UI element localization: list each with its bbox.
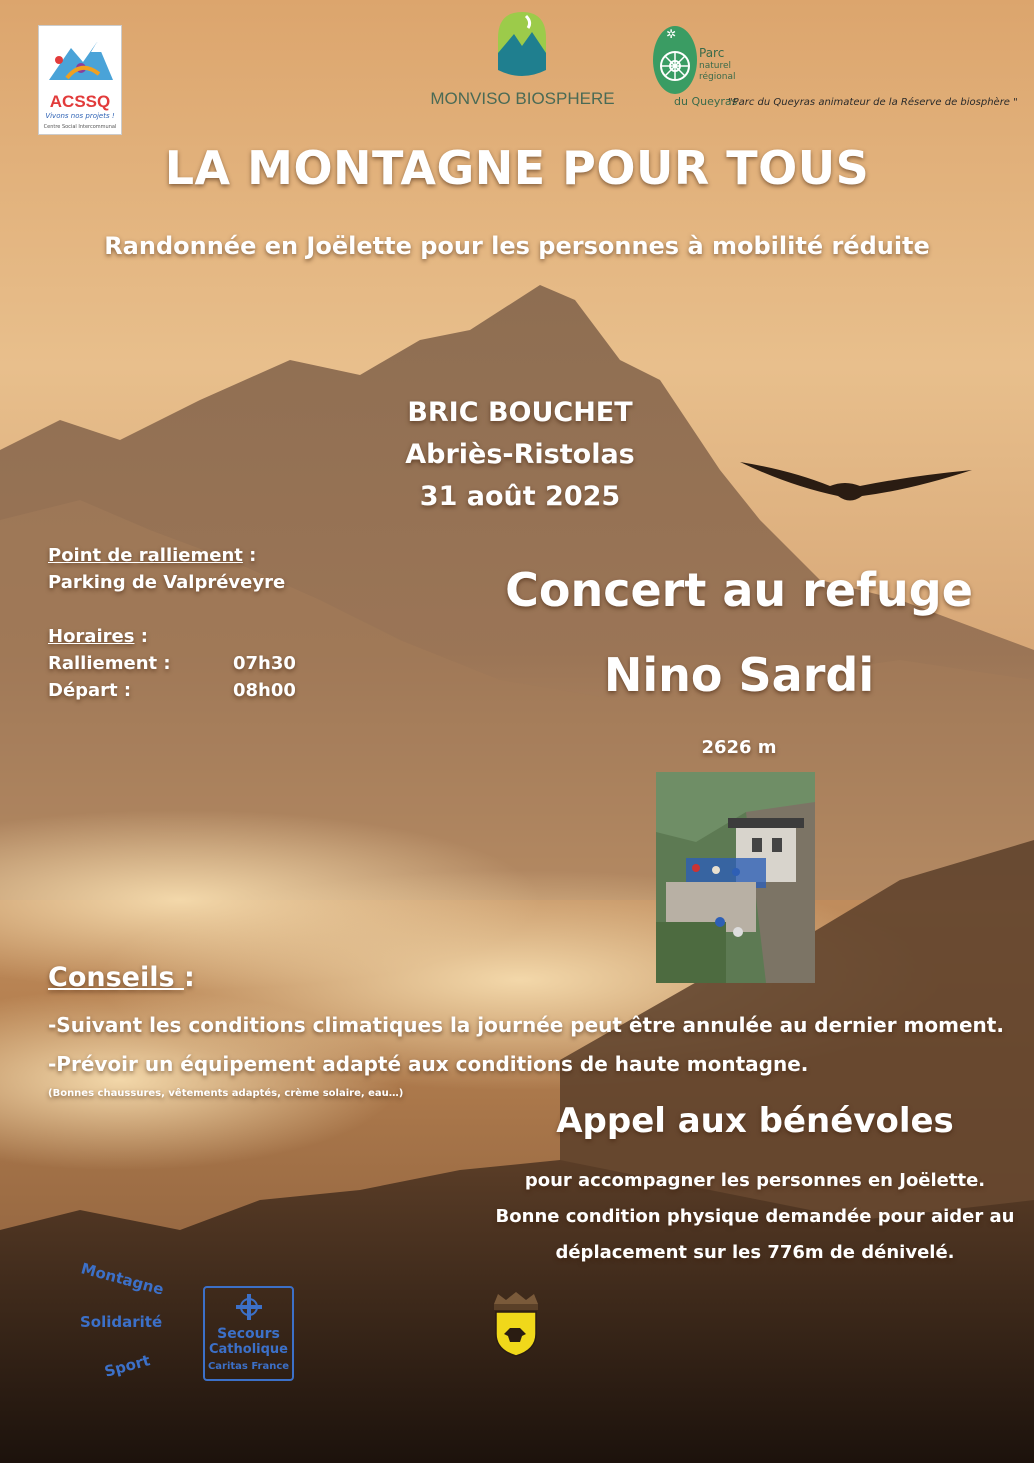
advice-title: Conseils <box>48 962 184 993</box>
hours-heading <box>48 626 148 647</box>
meeting-point-colon: : <box>242 545 257 566</box>
town-crest-icon <box>490 1290 542 1358</box>
concert-artist: Nino Sardi <box>603 648 875 702</box>
volunteers-title: Appel aux bénévoles <box>556 1101 954 1141</box>
parc-queyras-flower-icon <box>652 16 698 96</box>
monviso-biosphere-icon <box>492 8 550 78</box>
acssq-tagline: Vivons nos projets ! <box>45 112 115 120</box>
montagne-logo-bottom: Sport <box>102 1351 152 1381</box>
meeting-point-heading <box>48 545 256 566</box>
secours-catholique-logo <box>203 1286 294 1381</box>
event-place: BRIC BOUCHET <box>407 397 633 428</box>
meeting-point-label: Point de ralliement <box>48 545 243 566</box>
montagne-logo-top: Montagne <box>79 1259 166 1299</box>
acssq-name: ACSSQ <box>49 92 111 111</box>
event-date: 31 août 2025 <box>419 481 621 512</box>
monviso-label: MONVISO BIOSPHERE <box>430 89 615 108</box>
refuge-photo <box>656 772 815 983</box>
parc-name-line2: naturel <box>699 61 731 71</box>
hours-label: Horaires <box>48 626 135 647</box>
page-title: LA MONTAGNE POUR TOUS <box>164 141 870 195</box>
rally-time: 07h30 <box>233 653 296 674</box>
advice-line-1: -Suivant les conditions climatiques la journée peut être annulée au dernier moment. <box>48 1013 1004 1037</box>
acssq-mountain-icon <box>39 30 121 90</box>
volunteers-line-1: pour accompagner les personnes en Joëlette. <box>524 1170 986 1191</box>
secours-line-1: Secours <box>217 1326 280 1342</box>
advice-heading <box>48 962 195 993</box>
concert-title: Concert au refuge <box>505 563 973 617</box>
svg-text:✲: ✲ <box>666 27 677 41</box>
hours-colon: : <box>134 626 148 647</box>
advice-line-2: -Prévoir un équipement adapté aux conditions de haute montagne. <box>48 1052 809 1076</box>
departure-label: Départ : <box>48 680 132 701</box>
secours-cross-icon <box>234 1292 264 1322</box>
departure-time: 08h00 <box>233 680 296 701</box>
parc-name-line4: du Queyras <box>674 95 738 108</box>
montagne-logo-middle: Solidarité <box>80 1313 163 1331</box>
volunteers-line-2: Bonne condition physique demandée pour aider au <box>495 1206 1015 1227</box>
rally-label: Ralliement : <box>48 653 171 674</box>
parc-name-line3: régional <box>699 72 736 82</box>
meeting-point-value: Parking de Valpréveyre <box>48 572 286 593</box>
montagne-solidarite-logo <box>70 1259 186 1392</box>
advice-title-colon: : <box>183 962 195 993</box>
parc-name-line1: Parc <box>699 46 725 60</box>
secours-line-3: Caritas France <box>207 1361 290 1372</box>
event-town: Abriès-Ristolas <box>405 439 635 470</box>
acssq-subtitle: Centre Social Intercommunal <box>43 124 117 130</box>
refuge-altitude: 2626 m <box>701 737 777 758</box>
page-subtitle: Randonnée en Joëlette pour les personnes à mobilité réduite <box>104 232 930 260</box>
acssq-logo <box>38 25 122 135</box>
secours-line-2: Catholique <box>208 1342 288 1357</box>
volunteers-line-3: déplacement sur les 776m de dénivelé. <box>555 1242 955 1263</box>
advice-note: (Bonnes chaussures, vêtements adaptés, crème solaire, eau…) <box>48 1088 404 1099</box>
parc-quote: "Parc du Queyras animateur de la Réserve de biosphère " <box>728 97 1018 108</box>
